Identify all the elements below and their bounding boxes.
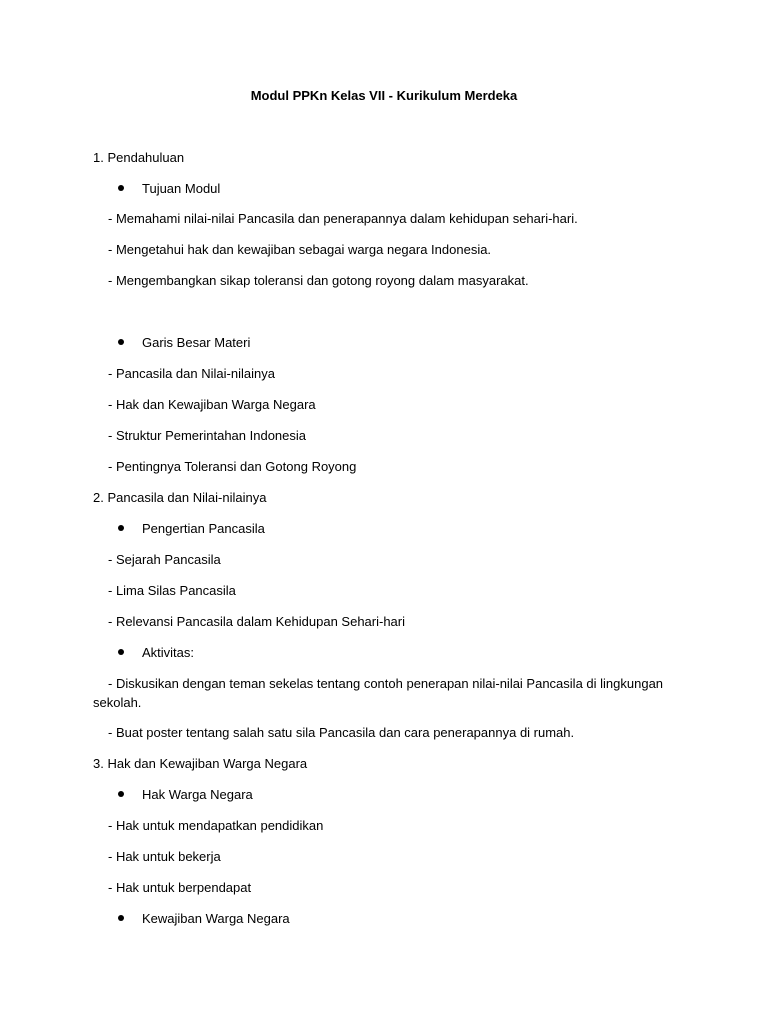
list-item: - Buat poster tentang salah satu sila Pancasila dan cara penerapannya di rumah. <box>108 725 575 740</box>
list-item: - Sejarah Pancasila <box>108 552 221 567</box>
bullet-item <box>118 645 194 660</box>
list-item: - Struktur Pemerintahan Indonesia <box>108 428 306 443</box>
bullet-label: Kewajiban Warga Negara <box>142 911 290 926</box>
bullet-item <box>118 181 220 196</box>
list-item: - Lima Silas Pancasila <box>108 583 236 598</box>
bullet-icon <box>118 791 124 797</box>
bullet-icon <box>118 915 124 921</box>
section-heading: 2. Pancasila dan Nilai-nilainya <box>93 490 267 505</box>
list-item: - Relevansi Pancasila dalam Kehidupan Sehari-hari <box>108 614 406 629</box>
list-item: - Pentingnya Toleransi dan Gotong Royong <box>108 459 357 474</box>
bullet-icon <box>118 649 124 655</box>
list-item: - Pancasila dan Nilai-nilainya <box>108 366 275 381</box>
list-item: - Mengetahui hak dan kewajiban sebagai warga negara Indonesia. <box>108 242 492 257</box>
list-item: - Mengembangkan sikap toleransi dan gotong royong dalam masyarakat. <box>108 273 529 288</box>
bullet-label: Tujuan Modul <box>142 181 221 196</box>
bullet-icon <box>118 525 124 531</box>
list-item: - Hak untuk bekerja <box>108 849 221 864</box>
bullet-label: Garis Besar Materi <box>142 335 251 350</box>
bullet-item <box>118 787 253 802</box>
bullet-label: Pengertian Pancasila <box>142 521 265 536</box>
bullet-item <box>118 911 290 926</box>
list-item: - Diskusikan dengan teman sekelas tentang contoh penerapan nilai-nilai Pancasila di lingkungan sekolah. <box>93 676 664 710</box>
list-item: - Hak untuk mendapatkan pendidikan <box>108 818 324 833</box>
list-item: - Hak dan Kewajiban Warga Negara <box>108 397 316 412</box>
bullet-label: Aktivitas: <box>142 645 195 660</box>
bullet-item <box>118 521 265 536</box>
bullet-icon <box>118 339 124 345</box>
bullet-label: Hak Warga Negara <box>142 787 253 802</box>
section-heading: 3. Hak dan Kewajiban Warga Negara <box>93 756 308 771</box>
list-item: - Hak untuk berpendapat <box>108 880 252 895</box>
bullet-item <box>118 335 250 350</box>
bullet-icon <box>118 185 124 191</box>
section-heading: 1. Pendahuluan <box>93 150 185 165</box>
document-title: Modul PPKn Kelas VII - Kurikulum Merdeka <box>250 88 518 103</box>
list-item: - Memahami nilai-nilai Pancasila dan penerapannya dalam kehidupan sehari-hari. <box>108 211 578 226</box>
